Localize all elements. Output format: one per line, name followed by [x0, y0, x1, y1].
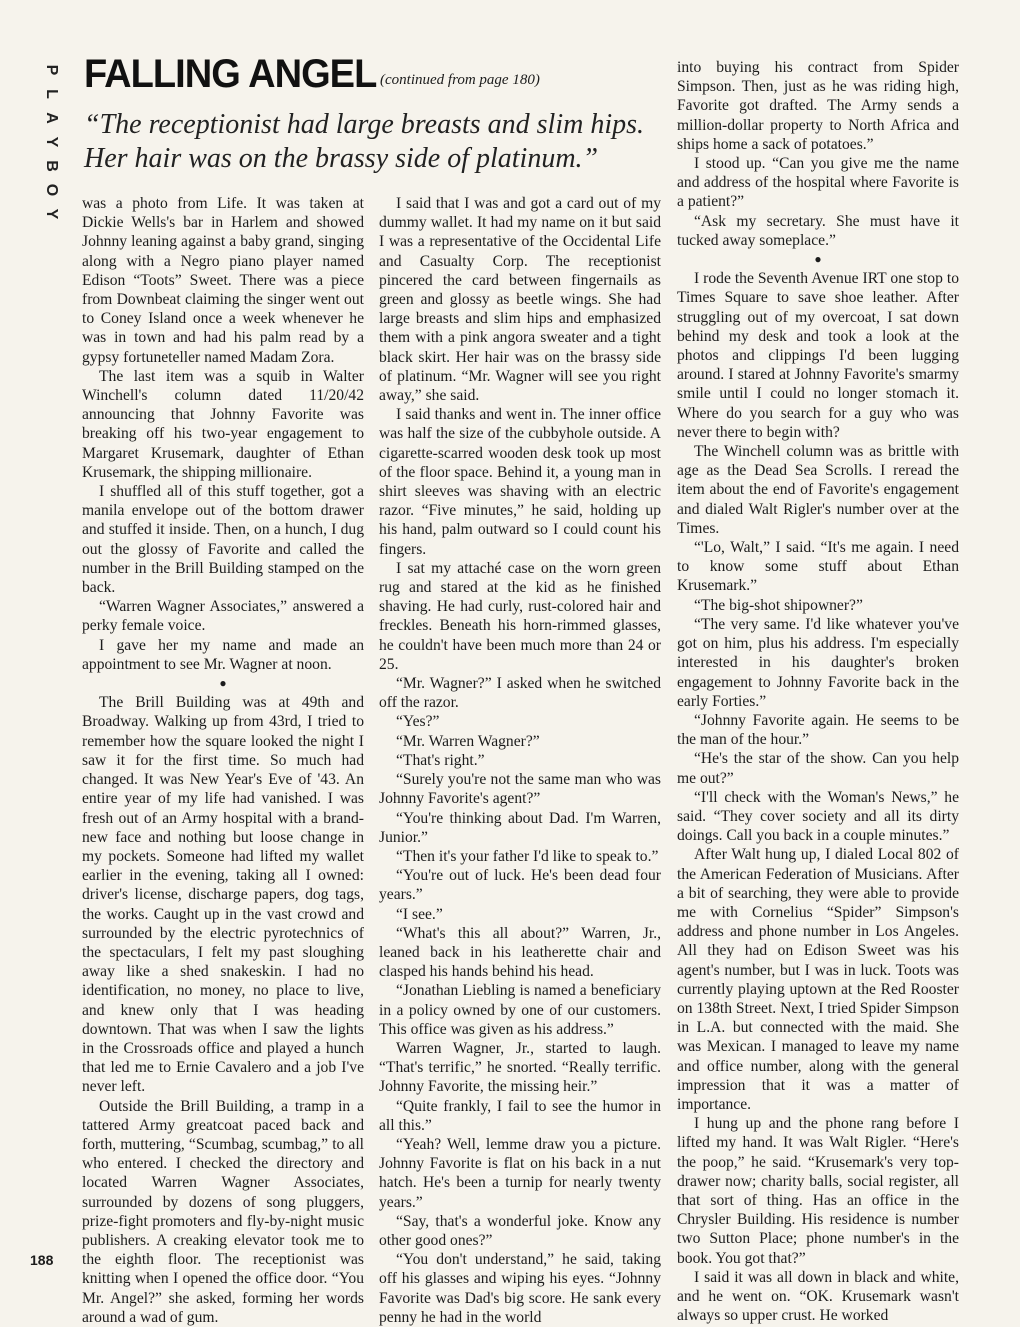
- paragraph: “You don't understand,” he said, taking off his glasses and wiping his eyes. “Johnny Favorite was Dad's big score. He sank every penny he had in the world: [379, 1251, 661, 1326]
- page-number: 188: [30, 1252, 54, 1268]
- paragraph: “He's the star of the show. Can you help me out?”: [677, 750, 959, 787]
- paragraph: “Surely you're not the same man who was Johnny Favorite's agent?”: [379, 771, 661, 808]
- magazine-letter: L: [43, 89, 60, 99]
- paragraph: “Yes?”: [396, 713, 440, 731]
- pull-quote-line: “The receptionist had large breasts and slim hips.: [84, 109, 644, 140]
- text-column-1: [82, 194, 364, 1327]
- magazine-letter: Y: [43, 208, 60, 220]
- paragraph: Warren Wagner, Jr., started to laugh. “That's terrific,” he snorted. “Really terrific. Johnny Favorite, the missing heir.”: [379, 1039, 661, 1096]
- paragraph: I stood up. “Can you give me the name and address of the hospital where Favorite is a patient?”: [677, 155, 959, 211]
- pull-quote: [84, 108, 644, 176]
- paragraph: I said it was all down in black and white, and he went on. “OK. Krusemark wasn't always so upper crust. He worked: [677, 1268, 959, 1325]
- magazine-letter: O: [43, 183, 60, 197]
- paragraph: “The big-shot shipowner?”: [694, 596, 863, 614]
- magazine-letter: P: [43, 64, 60, 76]
- text-column-3: [677, 58, 959, 1325]
- paragraph: “Quite frankly, I fail to see the humor in all this.”: [379, 1097, 661, 1134]
- paragraph: “Say, that's a wonderful joke. Know any other good ones?”: [379, 1212, 661, 1249]
- text-column-2: [379, 194, 661, 1327]
- magazine-letter: A: [43, 112, 60, 124]
- section-separator: ●: [814, 252, 822, 267]
- section-separator: ●: [219, 676, 227, 691]
- magazine-letter: Y: [43, 136, 60, 148]
- paragraph: “Jonathan Liebling is named a beneficiary in a policy owned by one of our customers. This office was given as his address.”: [379, 982, 661, 1038]
- paragraph: The last item was a squib in Walter Winchell's column dated 11/20/42 announcing that Johnny Favorite was breaking off his two-year engagement to Margaret Krusemark, daughter of Ethan Krusemark, the shipping millionaire.: [82, 367, 364, 481]
- paragraph: “What's this all about?” Warren, Jr., leaned back in his leatherette chair and clasped his hands behind his head.: [379, 924, 661, 981]
- paragraph: “I'll check with the Woman's News,” he said. “They cover society and all its dirty doings. Call you back in a couple minutes.”: [677, 788, 959, 845]
- paragraph: Outside the Brill Building, a tramp in a tattered Army greatcoat paced back and forth, muttering, “Scumbag, scumbag,” to all who entered. I checked the directory and located Warren Wagner Associates, surrounded by dozens of song pluggers, prize-fight promoters and fly-by-night music publishers. A creaking elevator took me to the eighth floor. The receptionist was knitting when I opened the office door. “You Mr. Angel?” she asked, forming her words around a wad of gum.: [82, 1097, 364, 1326]
- paragraph: The Brill Building was at 49th and Broadway. Walking up from 43rd, I tried to remember how the square looked the night I saw it for the first time. So much had changed. It was New Year's Eve of '43. An entire year of my life had vanished. I was fresh out of an Army hospital with a brand-new face and nothing but loose change in my pockets. Someone had lifted my wallet earlier in the evening, taking all I owned: driver's license, discharge papers, dog tags, the works. Caught up in the vast crowd and surrounded by the electric pyrotechnics of the spectaculars, I felt my past sloughing away like a shed snakeskin. I had no identification, no money, no place to live, and knew only that I was heading downtown. That was when I saw the lights in the Crossroads office and played a hunch that led me to Ernie Cavalero and a job I've never left.: [82, 694, 364, 1096]
- magazine-letter: B: [43, 160, 60, 172]
- paragraph: “I see.”: [396, 905, 443, 923]
- magazine-name-vertical: [38, 58, 64, 226]
- paragraph: “Warren Wagner Associates,” answered a perky female voice.: [82, 598, 364, 635]
- paragraph: I said thanks and went in. The inner office was half the size of the cubbyhole outside. A cigarette-scarred wooden desk took up most of the floor space. Behind it, a young man in shirt sleeves was shaving with an electric razor. “Five minutes,” he said, holding up his hand, palm outward so I could count his fingers.: [379, 406, 661, 558]
- paragraph: After Walt hung up, I dialed Local 802 of the American Federation of Musicians. After a bit of searching, they were able to provide me with Cornelius “Spider” Simpson's address and phone number in Los Angeles. All they had on Edison Sweet was his agent's number, but I was in luck. Toots was currently playing uptown at the Red Rooster on 138th Street. Next, I tried Spider Simpson in L.A. but connected with the maid. She was Mexican. I managed to leave my name and office number, along with the general impression that it was a matter of importance.: [677, 846, 959, 1113]
- paragraph: “Johnny Favorite again. He seems to be the man of the hour.”: [677, 711, 959, 749]
- paragraph: “The very same. I'd like whatever you've got on him, plus his address. I'm especially interested in his daughter's broken engagement to Johnny Favorite back in the early Forties.”: [677, 615, 959, 710]
- paragraph: “'Lo, Walt,” I said. “It's me again. I need to know some stuff about Ethan Krusemark.”: [677, 539, 959, 595]
- paragraph: “That's right.”: [396, 751, 485, 769]
- paragraph: “Yeah? Well, lemme draw you a picture. Johnny Favorite is flat on his back in a nut hatch. He's been a turnip for nearly twenty years.”: [379, 1135, 661, 1211]
- paragraph: “Ask my secretary. She must have it tucked away someplace.”: [677, 212, 959, 249]
- paragraph: “Mr. Warren Wagner?”: [396, 732, 540, 750]
- paragraph: I hung up and the phone rang before I lifted my hand. It was Walt Rigler. “Here's the poop,” he said. “Krusemark's very top-drawer now; charity balls, social register, all that sort of thing. Has an office in the Chrysler Building. His residence is number two Sutton Place; phone number's in the book. You got that?”: [677, 1115, 959, 1267]
- paragraph: I sat my attaché case on the worn green rug and stared at the kid as he finished shaving. He had curly, rust-colored hair and freckles. Beneath his horn-rimmed glasses, he couldn't have been much more than 24 or 25.: [379, 559, 661, 673]
- paragraph: The Winchell column was as brittle with age as the Dead Sea Scrolls. I reread the item about the end of Favorite's engagement and dialed Walt Rigler's number over at the Times.: [677, 443, 959, 537]
- article-title: FALLING ANGEL: [84, 52, 377, 96]
- paragraph: I said that I was and got a card out of my dummy wallet. It had my name on it but said I was a representative of the Occidental Life and Casualty Corp. The receptionist pincered the card between fingernails as green and glossy as beetle wings. She had large breasts and slim hips and emphasized them with a pink angora sweater and a tight black skirt. Her hair was on the brassy side of platinum. “Mr. Wagner will see you right away,” she said.: [379, 195, 661, 405]
- paragraph: “Then it's your father I'd like to speak to.”: [396, 847, 659, 865]
- paragraph: I rode the Seventh Avenue IRT one stop to Times Square to save shoe leather. After struggling out of my overcoat, I sat down behind my desk and took a look at the photos and clippings I'd been lugging around. I stared at Johnny Favorite's smarmy smile until I could no longer stomach it. Where do you search for a guy who was never there to begin with?: [677, 270, 959, 441]
- paragraph: was a photo from Life. It was taken at Dickie Wells's bar in Harlem and showed Johnny leaning against a baby grand, singing along with a Negro piano player named Edison “Toots” Sweet. There was a piece from Downbeat claiming the singer went out to Coney Island once a week whenever he was in town and had his palm read by a gypsy fortuneteller named Madam Zora.: [82, 195, 364, 366]
- paragraph: “You're thinking about Dad. I'm Warren, Junior.”: [379, 809, 661, 846]
- paragraph: I shuffled all of this stuff together, got a manila envelope out of the bottom drawer and stuffed it inside. Then, on a hunch, I dug out the glossy of Favorite and called the number in the Brill Building stamped on the back.: [82, 483, 364, 597]
- pull-quote-line: Her hair was on the brassy side of platinum.”: [84, 143, 599, 174]
- paragraph: “Mr. Wagner?” I asked when he switched off the razor.: [379, 675, 661, 712]
- continued-note: (continued from page 180): [380, 72, 540, 88]
- paragraph: “You're out of luck. He's been dead four years.”: [379, 867, 661, 904]
- paragraph: I gave her my name and made an appointment to see Mr. Wagner at noon.: [82, 636, 364, 673]
- paragraph: into buying his contract from Spider Simpson. Then, just as he was riding high, Favorite got drafted. The Army sends a million-dollar property to North Africa and ships home a sack of potatoes.”: [677, 59, 959, 153]
